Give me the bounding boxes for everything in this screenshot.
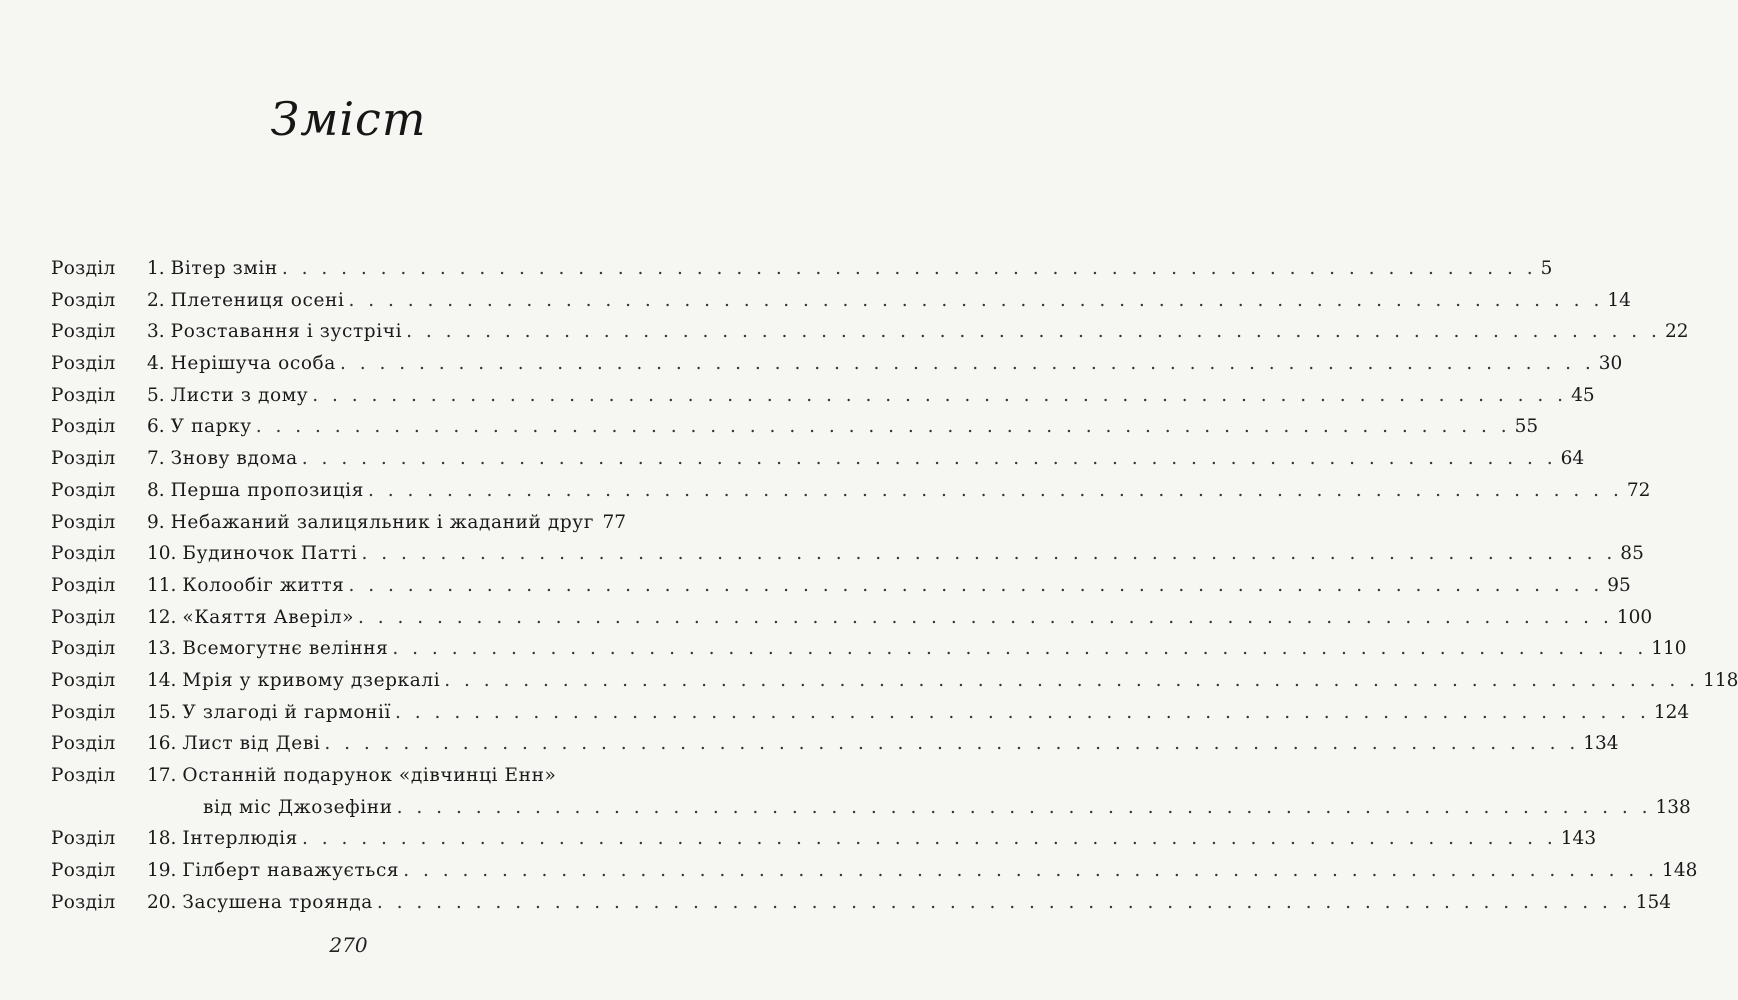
chapter-word: Розділ: [51, 765, 116, 786]
chapter-word: Розділ: [51, 321, 116, 343]
chapter-number: 9.: [147, 511, 165, 533]
chapter-word: Розділ: [51, 258, 116, 279]
chapter-number: 12.: [147, 606, 177, 628]
chapter-title: У парку: [170, 416, 252, 438]
chapter-number: 8.: [147, 479, 165, 501]
chapter-word: Розділ: [51, 638, 116, 660]
chapter-number: 20.: [147, 891, 177, 913]
chapter-page: 138: [1655, 796, 1691, 818]
toc-entry: [51, 253, 1553, 285]
chapter-number: 19.: [147, 860, 177, 882]
chapter-word: Розділ: [51, 543, 116, 565]
chapter-number: 3.: [147, 321, 165, 343]
chapter-number: 7.: [147, 448, 165, 470]
chapter-title: Вітер змін: [170, 258, 278, 279]
chapter-page: 77: [602, 511, 626, 533]
dot-leader: . . . . . . . . . . . . . . . . . . . . . . . . . . . . . . . . . . . . . . . . . . . . . . . . . . . . . . . . . . . . . . . .: [357, 606, 1613, 628]
dot-leader: . . . . . . . . . . . . . . . . . . . . . . . . . . . . . . . . . . . . . . . . . . . . . . . . . . . . . . . . . . . . . . . .: [301, 448, 1557, 470]
toc-entry: [51, 665, 1738, 697]
dot-leader: . . . . . . . . . . . . . . . . . . . . . . . . . . . . . . . . . . . . . . . . . . . . . . . . . . . . . . . . . . . . . . . .: [361, 543, 1617, 565]
page-title: Зміст: [270, 92, 427, 146]
chapter-page: 72: [1626, 479, 1651, 501]
chapter-number: 13.: [147, 638, 177, 660]
chapter-title: Небажаний залицяльник і жаданий друг: [170, 511, 595, 533]
chapter-title: Інтерлюдія: [182, 828, 298, 850]
chapter-number: 1.: [147, 258, 165, 279]
dot-leader: . . . . . . . . . . . . . . . . . . . . . . . . . . . . . . . . . . . . . . . . . . . . . . . . . . . . . . . . . . . . . . . .: [348, 574, 1604, 596]
chapter-page: 14: [1607, 289, 1631, 311]
toc-entry: [51, 316, 1689, 348]
chapter-page: 118: [1703, 669, 1738, 691]
chapter-number: 4.: [147, 353, 165, 375]
dot-leader: . . . . . . . . . . . . . . . . . . . . . . . . . . . . . . . . . . . . . . . . . . . . . . . . . . . . . . . . . . . . . . . .: [367, 479, 1623, 501]
chapter-page: 22: [1664, 321, 1689, 343]
chapter-word: Розділ: [51, 860, 116, 882]
chapter-word: Розділ: [51, 448, 116, 470]
chapter-title: Засушена троянда: [182, 891, 373, 913]
chapter-word: Розділ: [51, 669, 116, 691]
chapter-title: «Каяття Аверіл»: [182, 606, 354, 628]
dot-leader: . . . . . . . . . . . . . . . . . . . . . . . . . . . . . . . . . . . . . . . . . . . . . . . . . . . . . . . . . . . . . . . .: [312, 384, 1568, 406]
dot-leader: . . . . . . . . . . . . . . . . . . . . . . . . . . . . . . . . . . . . . . . . . . . . . . . . . . . . . . . . . . . . . . . .: [444, 669, 1700, 691]
chapter-title: Мрія у кривому дзеркалі: [182, 669, 441, 691]
chapter-number: 5.: [147, 384, 165, 406]
chapter-page: 100: [1616, 606, 1653, 628]
toc-entry: [51, 602, 1653, 634]
dot-leader: . . . . . . . . . . . . . . . . . . . . . . . . . . . . . . . . . . . . . . . . . . . . . . . . . . . . . . . . . . . . . . . .: [324, 733, 1580, 755]
chapter-page: 30: [1598, 353, 1623, 375]
toc-entry: [51, 507, 626, 539]
toc-entry: [51, 348, 1623, 380]
chapter-title: Перша пропозиція: [170, 479, 364, 501]
chapter-word: Розділ: [51, 828, 116, 850]
dot-leader: . . . . . . . . . . . . . . . . . . . . . . . . . . . . . . . . . . . . . . . . . . . . . . . . . . . . . . . . . . . . . . . .: [396, 796, 1652, 818]
chapter-word: Розділ: [51, 416, 116, 438]
chapter-page: 85: [1620, 543, 1644, 565]
dot-leader: . . . . . . . . . . . . . . . . . . . . . . . . . . . . . . . . . . . . . . . . . . . . . . . . . . . . . . . . . . . . . . . .: [406, 321, 1661, 343]
chapter-page: 124: [1653, 701, 1690, 723]
chapter-title: Лист від Деві: [182, 733, 321, 755]
chapter-word: Розділ: [51, 289, 116, 311]
dot-leader: . . . . . . . . . . . . . . . . . . . . . . . . . . . . . . . . . . . . . . . . . . . . . . . . . . . . . . . . . . . . . . . .: [339, 353, 1595, 375]
toc-entry: [51, 411, 1539, 443]
toc-entry: [51, 855, 1698, 887]
chapter-number: 17.: [147, 765, 177, 786]
table-of-contents: [51, 253, 1738, 918]
chapter-word: Розділ: [51, 384, 116, 406]
chapter-page: 154: [1635, 891, 1672, 913]
toc-entry: [51, 728, 1619, 760]
toc-entry: [51, 697, 1690, 729]
toc-entry: [51, 380, 1595, 412]
dot-leader: . . . . . . . . . . . . . . . . . . . . . . . . . . . . . . . . . . . . . . . . . . . . . . . . . . . . . . . . . . . . . . . .: [376, 891, 1632, 913]
chapter-number: 16.: [147, 733, 177, 755]
chapter-title: Листи з дому: [170, 384, 309, 406]
dot-leader: . . . . . . . . . . . . . . . . . . . . . . . . . . . . . . . . . . . . . . . . . . . . . . . . . . . . . . . . . . . . . . . .: [281, 258, 1537, 279]
chapter-title: Розставання і зустрічі: [170, 321, 403, 343]
dot-leader: . . . . . . . . . . . . . . . . . . . . . . . . . . . . . . . . . . . . . . . . . . . . . . . . . . . . . . . . . . . . . . . .: [395, 701, 1650, 723]
toc-entry: [51, 887, 1672, 919]
chapter-title: Колообіг життя: [182, 574, 345, 596]
chapter-page: 64: [1560, 448, 1585, 470]
chapter-title: Гілберт наважується: [182, 860, 400, 882]
chapter-number: 6.: [147, 416, 165, 438]
dot-leader: . . . . . . . . . . . . . . . . . . . . . . . . . . . . . . . . . . . . . . . . . . . . . . . . . . . . . . . . . . . . . . . .: [392, 638, 1648, 660]
chapter-word: Розділ: [51, 511, 116, 533]
toc-entry: [51, 475, 1651, 507]
chapter-word: Розділ: [51, 733, 116, 755]
chapter-title: Всемогутнє веління: [182, 638, 389, 660]
toc-entry: [51, 443, 1585, 475]
chapter-page: 45: [1571, 384, 1595, 406]
toc-entry: [51, 760, 626, 792]
chapter-word: Розділ: [51, 353, 116, 375]
chapter-page: 5: [1540, 258, 1553, 279]
chapter-title: Останній подарунок «дівчинці Енн»: [182, 765, 557, 786]
chapter-title-continuation: від міс Джозефіни: [203, 796, 393, 818]
chapter-title: Нерішуча особа: [170, 353, 336, 375]
chapter-number: 10.: [147, 543, 177, 565]
chapter-number: 14.: [147, 669, 177, 691]
chapter-word: Розділ: [51, 479, 116, 501]
chapter-number: 11.: [147, 574, 177, 596]
toc-entry: [51, 823, 1597, 855]
chapter-page: 110: [1651, 638, 1687, 660]
chapter-page: 134: [1583, 733, 1619, 755]
chapter-number: 18.: [147, 828, 177, 850]
chapter-page: 95: [1607, 574, 1631, 596]
toc-entry: [51, 285, 1631, 317]
toc-entry: [51, 633, 1687, 665]
chapter-title: Будиночок Патті: [182, 543, 358, 565]
chapter-page: 55: [1514, 416, 1539, 438]
chapter-title: У злагоді й гармонії: [182, 701, 392, 723]
chapter-number: 2.: [147, 289, 165, 311]
toc-entry: [51, 538, 1644, 570]
dot-leader: . . . . . . . . . . . . . . . . . . . . . . . . . . . . . . . . . . . . . . . . . . . . . . . . . . . . . . . . . . . . . . . .: [403, 860, 1659, 882]
chapter-page: 143: [1560, 828, 1597, 850]
chapter-word: Розділ: [51, 701, 116, 723]
chapter-page: 148: [1662, 860, 1698, 882]
chapter-word: Розділ: [51, 574, 116, 596]
dot-leader: . . . . . . . . . . . . . . . . . . . . . . . . . . . . . . . . . . . . . . . . . . . . . . . . . . . . . . . . . . . . . . . .: [301, 828, 1557, 850]
chapter-title: Плетениця осені: [170, 289, 345, 311]
chapter-word: Розділ: [51, 606, 116, 628]
toc-entry-continuation: [51, 792, 1691, 824]
chapter-word: Розділ: [51, 891, 116, 913]
dot-leader: . . . . . . . . . . . . . . . . . . . . . . . . . . . . . . . . . . . . . . . . . . . . . . . . . . . . . . . . . . . . . . . .: [255, 416, 1511, 438]
page-number: 270: [329, 933, 368, 957]
toc-entry: [51, 570, 1631, 602]
dot-leader: . . . . . . . . . . . . . . . . . . . . . . . . . . . . . . . . . . . . . . . . . . . . . . . . . . . . . . . . . . . . . . . .: [348, 289, 1604, 311]
chapter-number: 15.: [147, 701, 177, 723]
chapter-title: Знову вдома: [170, 448, 298, 470]
